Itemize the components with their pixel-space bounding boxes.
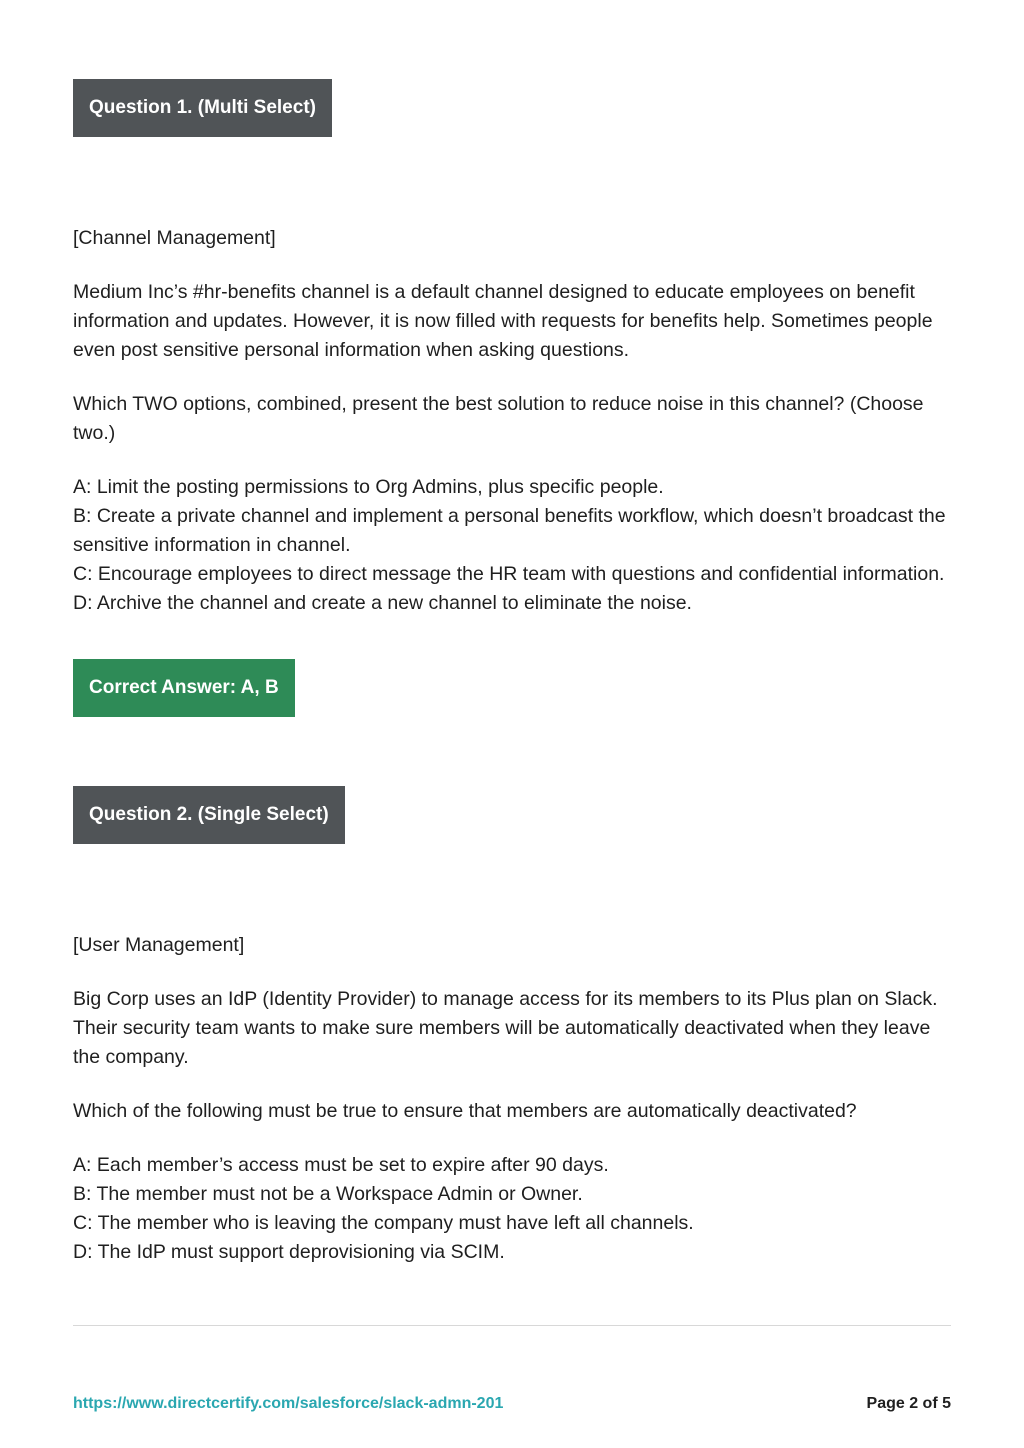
question-1-option-d: D: Archive the channel and create a new channel to eliminate the noise. <box>73 592 692 614</box>
question-1-option-b: B: Create a private channel and implement a personal benefits workflow, which doesn’t broadcast the sensitive information in channel. <box>73 505 946 556</box>
question-2-option-a: A: Each member’s access must be set to expire after 90 days. <box>73 1154 609 1176</box>
question-2-prompt: Which of the following must be true to ensure that members are automatically deactivated? <box>73 1100 857 1122</box>
question-1-option-a: A: Limit the posting permissions to Org Admins, plus specific people. <box>73 476 664 498</box>
question-2-options <box>73 1151 953 1267</box>
question-2-option-b: B: The member must not be a Workspace Admin or Owner. <box>73 1183 583 1205</box>
page-number: Page 2 of 5 <box>866 1395 951 1412</box>
question-1-option-c: C: Encourage employees to direct message the HR team with questions and confidential information. <box>73 563 945 585</box>
question-2-category: [User Management] <box>73 934 245 956</box>
footer-url-link[interactable]: https://www.directcertify.com/salesforce/slack-admn-201 <box>73 1395 504 1412</box>
question-2-badge: Question 2. (Single Select) <box>73 786 345 844</box>
question-1-answer-badge: Correct Answer: A, B <box>73 659 295 717</box>
question-1-body: Medium Inc’s #hr-benefits channel is a default channel designed to educate employees on benefit information and updates. However, it is now filled with requests for benefits help. Sometimes people even post sensitive personal information when asking questions. <box>73 281 933 361</box>
question-1-prompt: Which TWO options, combined, present the best solution to reduce noise in this channel? (Choose two.) <box>73 393 924 444</box>
question-2-body: Big Corp uses an IdP (Identity Provider) to manage access for its members to its Plus plan on Slack. Their security team wants to make sure members will be automatically deactivated when they leave the company. <box>73 988 938 1068</box>
question-1-badge: Question 1. (Multi Select) <box>73 79 332 137</box>
footer-divider <box>73 1325 951 1326</box>
question-1-options <box>73 473 953 618</box>
question-2-option-d: D: The IdP must support deprovisioning via SCIM. <box>73 1241 505 1263</box>
question-2-option-c: C: The member who is leaving the company must have left all channels. <box>73 1212 694 1234</box>
question-1-category: [Channel Management] <box>73 227 276 249</box>
